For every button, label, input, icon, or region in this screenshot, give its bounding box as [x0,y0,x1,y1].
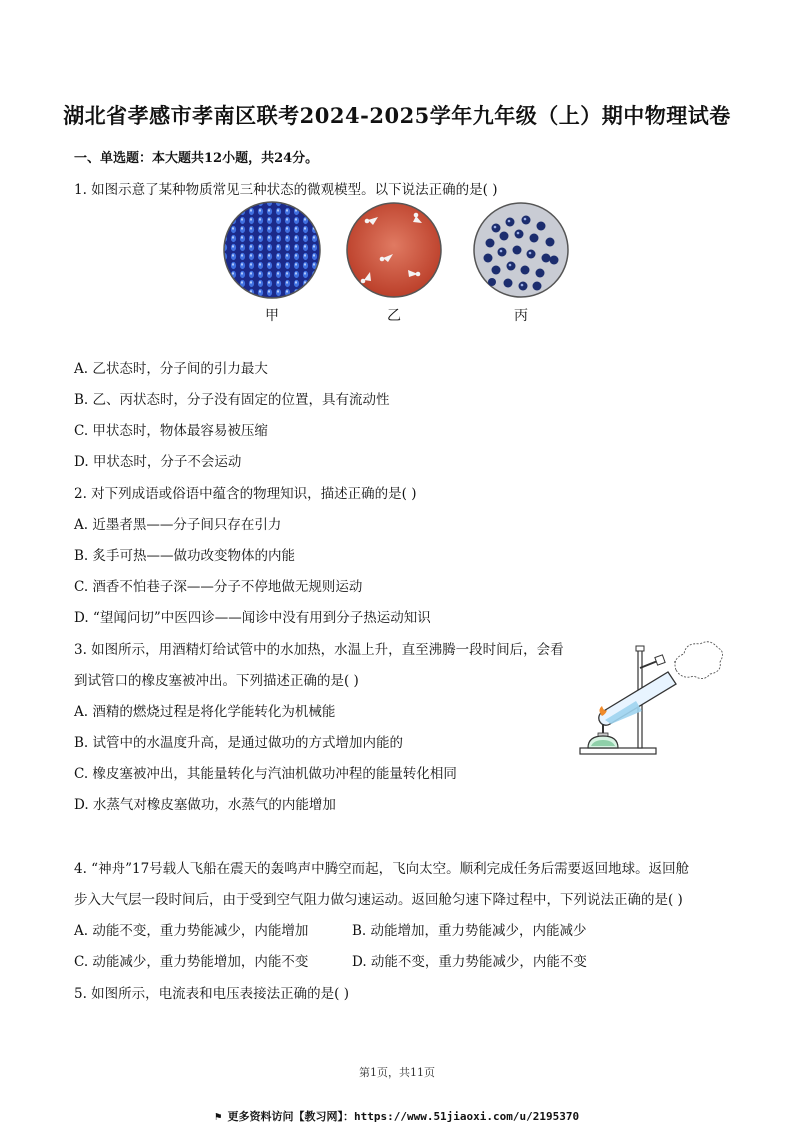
q4-option-b: B. 动能增加，重力势能减少，内能减少 [352,923,587,939]
q3-option-a: A. 酒精的燃烧过程是将化学能转化为机械能 [74,704,336,720]
liquid-state-diagram [474,203,568,297]
question-3-stem-line2: 到试管口的橡皮塞被冲出。下列描述正确的是( ) [74,673,359,689]
q3-option-c: C. 橡皮塞被冲出，其能量转化与汽油机做功冲程的能量转化相同 [74,766,457,782]
q1-option-c: C. 甲状态时，物体最容易被压缩 [74,423,268,439]
steam-cloud [675,642,723,679]
q2-option-b: B. 炙手可热——做功改变物体的内能 [74,548,296,564]
test-tube [599,672,676,725]
q1-option-d: D. 甲状态时，分子不会运动 [74,454,242,470]
q3-option-d: D. 水蒸气对橡皮塞做功，水蒸气的内能增加 [74,797,336,813]
flag-icon: ⚑ [214,1110,222,1123]
section-heading: 一、单选题：本大题共12小题，共24分。 [74,151,319,166]
states-of-matter-figure [220,198,580,328]
q1-option-b: B. 乙、丙状态时，分子没有固定的位置，具有流动性 [74,392,390,408]
label-jia: 甲 [265,307,279,323]
label-bing: 丙 [514,307,528,323]
q2-option-a: A. 近墨者黑——分子间只存在引力 [74,517,282,533]
label-yi: 乙 [387,307,401,323]
source-text: 更多资料访问【教习网】：https://www.51jiaoxi.com/u/2195370 [227,1110,580,1123]
page-title: 湖北省孝感市孝南区联考2024-2025学年九年级（上）期中物理试卷 [63,103,731,128]
q4-option-c: C. 动能减少，重力势能增加，内能不变 [74,954,309,970]
question-4-stem-line2: 步入大气层一段时间后，由于受到空气阻力做匀速运动。返回舱匀速下降过程中，下列说法正确的是( ) [74,892,683,908]
page-number: 第1页，共11页 [359,1066,435,1079]
question-2-stem: 2. 对下列成语或俗语中蕴含的物理知识，描述正确的是( ) [74,486,417,502]
q4-option-a: A. 动能不变，重力势能减少，内能增加 [74,923,309,939]
q1-option-a: A. 乙状态时，分子间的引力最大 [74,361,268,377]
question-5-stem: 5. 如图所示，电流表和电压表接法正确的是( ) [74,986,349,1002]
question-4-stem-line1: 4. “神舟”17号载人飞船在震天的轰鸣声中腾空而起，飞向太空。顺利完成任务后需要返回地球。返回舱 [74,861,690,877]
test-tube-heating-figure [576,640,724,760]
question-1-stem: 1. 如图示意了某种物质常见三种状态的微观模型。以下说法正确的是( ) [74,182,498,198]
solid-state-diagram [224,202,320,298]
q3-option-b: B. 试管中的水温度升高，是通过做功的方式增加内能的 [74,735,404,751]
q2-option-c: C. 酒香不怕巷子深——分子不停地做无规则运动 [74,579,363,595]
question-3-stem-line1: 3. 如图所示，用酒精灯给试管中的水加热，水温上升，直至沸腾一段时间后，会看 [74,642,564,658]
q4-option-d: D. 动能不变，重力势能减少，内能不变 [352,954,587,970]
source-link[interactable] [0,1108,794,1124]
gas-state-diagram [347,203,441,297]
q2-option-d: D. “望闻问切”中医四诊——闻诊中没有用到分子热运动知识 [74,610,431,626]
